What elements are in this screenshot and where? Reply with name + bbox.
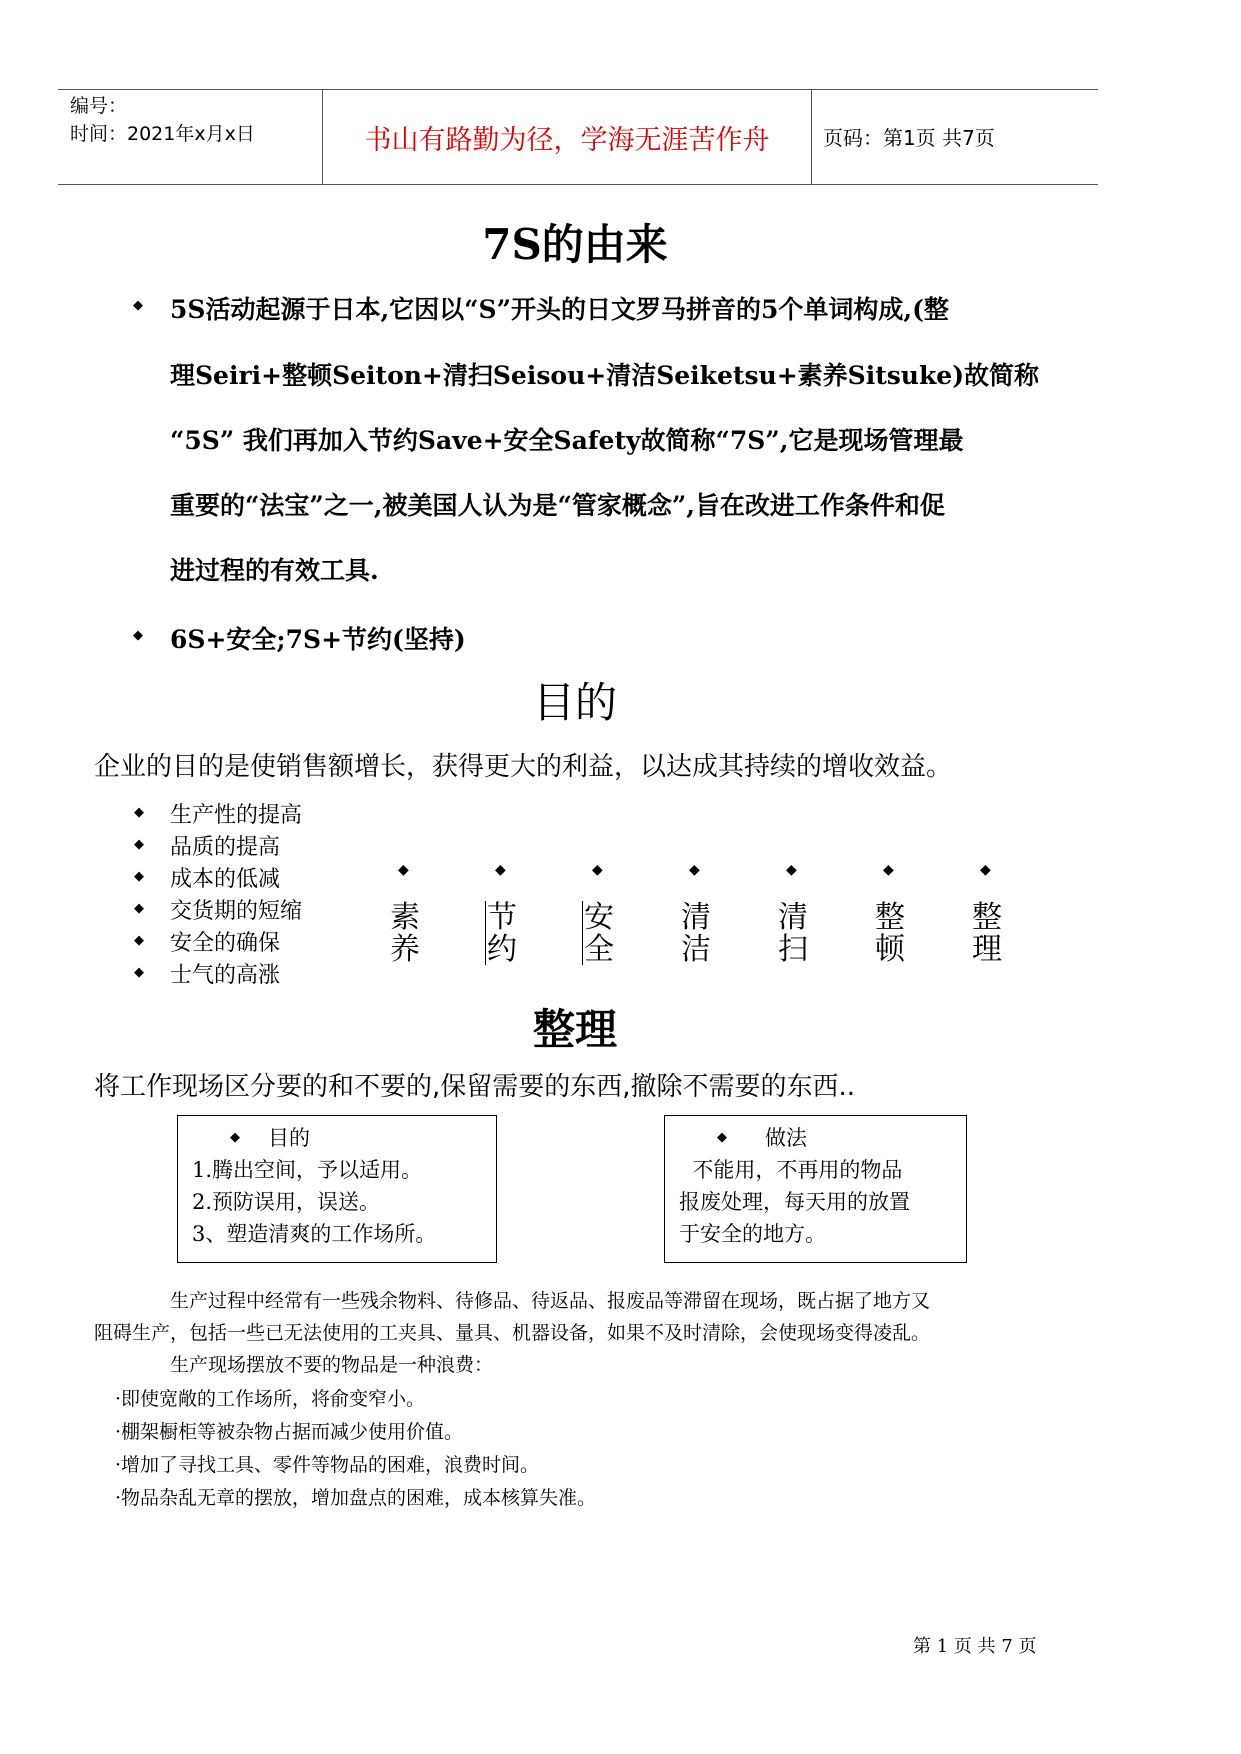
seiri-definition: 将工作现场区分要的和不要的,保留需要的东西,撤除不需要的东西..: [94, 1072, 856, 1102]
origin-line-4: 重要的“法宝”之一,被美国人认为是“管家概念”,旨在改进工作条件和促: [170, 491, 945, 520]
section-title-7s-origin: 7S的由来: [482, 220, 668, 269]
page-header: [58, 89, 1098, 185]
s-divider: [485, 901, 486, 965]
s-item-top: 素: [390, 900, 420, 935]
waste-item: ·棚架橱柜等被杂物占据而减少使用价值。: [115, 1421, 464, 1443]
waste-item: ·即使宽敞的工作场所，将俞变窄小。: [115, 1388, 426, 1410]
page-footer: 第 1 页 共 7 页: [913, 1636, 1037, 1657]
section-title-seiri: 整理: [532, 1005, 617, 1054]
bullet-diamond-icon: ◆: [134, 869, 144, 884]
header-motto: 书山有路勤为径，学海无涯苦作舟: [364, 125, 770, 156]
header-left-cell: [58, 90, 322, 184]
body-line: 生产现场摆放不要的物品是一种浪费：: [170, 1354, 494, 1376]
s-divider: [582, 901, 583, 965]
purpose-intro: 企业的目的是使销售额增长，获得更大的利益，以达成其持续的增收效益。: [94, 752, 953, 782]
header-motto-cell: [322, 90, 812, 184]
purpose-box-line: 3、塑造清爽的工作场所。: [192, 1222, 437, 1246]
s-item-jieyue: [487, 902, 517, 966]
waste-item: ·增加了寻找工具、零件等物品的困难，浪费时间。: [115, 1454, 540, 1476]
s-diamond-icon: ◆: [592, 862, 603, 878]
method-box: [664, 1115, 967, 1263]
bullet-diamond-icon: ◆: [134, 837, 144, 852]
bullet-diamond-icon: ◆: [134, 965, 144, 980]
section-title-purpose: 目的: [532, 678, 617, 727]
s-item-bottom: 扫: [778, 932, 808, 967]
s-diamond-icon: ◆: [883, 862, 894, 878]
s-diamond-icon: ◆: [786, 862, 797, 878]
origin-line-3: “5S” 我们再加入节约Save+安全Safety故简称“7S”,它是现场管理最: [170, 426, 964, 455]
origin-line-1: 5S活动起源于日本,它因以“S”开头的日文罗马拼音的5个单词构成,(整: [170, 295, 949, 324]
s-item-bottom: 养: [390, 932, 420, 967]
body-line: 生产过程中经常有一些残余物料、待修品、待返品、报废品等滞留在现场，既占据了地方又: [170, 1290, 931, 1312]
s-item-top: 节: [487, 900, 517, 935]
origin-bullet-2: 6S+安全;7S+节约(坚持): [170, 625, 466, 654]
method-box-heading: 做法: [765, 1126, 807, 1150]
doc-time-label: 时间：2021年x月x日: [70, 123, 255, 145]
purpose-box-line: 1.腾出空间，予以适用。: [192, 1158, 423, 1182]
method-box-line: 于安全的地方。: [679, 1222, 826, 1246]
goal-item: 品质的提高: [170, 835, 281, 860]
s-item-qingjie: [681, 902, 711, 966]
doc-number-label: 编号：: [70, 95, 128, 117]
goal-item: 成本的低减: [170, 867, 281, 892]
s-item-zhengli: [972, 902, 1002, 966]
goal-item: 士气的高涨: [170, 963, 281, 988]
s-item-top: 安: [584, 900, 614, 935]
bullet-diamond-icon: ◆: [717, 1130, 727, 1145]
header-page-label: 页码：第1页 共7页: [823, 126, 995, 150]
origin-line-5: 进过程的有效工具.: [170, 556, 379, 585]
s-item-bottom: 约: [487, 932, 517, 967]
s-diamond-icon: ◆: [689, 862, 700, 878]
bullet-diamond-icon: ◆: [230, 1130, 240, 1145]
bullet-diamond-icon: ◆: [133, 628, 143, 643]
s-item-bottom: 理: [972, 932, 1002, 967]
s-diamond-icon: ◆: [980, 862, 991, 878]
purpose-box-heading: 目的: [268, 1126, 310, 1150]
waste-item: ·物品杂乱无章的摆放，增加盘点的困难，成本核算失准。: [115, 1487, 597, 1509]
s-item-top: 整: [972, 900, 1002, 935]
body-line: 阻碍生产，包括一些已无法使用的工夹具、量具、机器设备，如果不及时清除，会使现场变得凌乱。: [94, 1322, 931, 1344]
goal-item: 生产性的提高: [170, 803, 303, 828]
s-item-zhengdun: [875, 902, 905, 966]
header-page-cell: [811, 90, 1098, 184]
s-item-top: 清: [681, 900, 711, 935]
bullet-diamond-icon: ◆: [134, 933, 144, 948]
bullet-diamond-icon: ◆: [133, 298, 143, 313]
s-item-qingsao: [778, 902, 808, 966]
s-diamond-icon: ◆: [495, 862, 506, 878]
purpose-box-line: 2.预防误用，误送。: [192, 1190, 381, 1214]
s-item-bottom: 顿: [875, 932, 905, 967]
s-item-bottom: 洁: [681, 932, 711, 967]
goal-item: 安全的确保: [170, 931, 281, 956]
bullet-diamond-icon: ◆: [134, 901, 144, 916]
goal-item: 交货期的短缩: [170, 899, 303, 924]
purpose-box: [177, 1115, 497, 1263]
method-box-line: 报废处理，每天用的放置: [679, 1190, 910, 1214]
s-item-bottom: 全: [584, 932, 614, 967]
s-item-suyang: [390, 902, 420, 966]
origin-line-2: 理Seiri+整顿Seiton+清扫Seisou+清洁Seiketsu+素养Sitsuke)故简称: [170, 361, 1040, 390]
method-box-line: 不能用，不再用的物品: [679, 1158, 903, 1182]
s-item-anquan: [584, 902, 614, 966]
bullet-diamond-icon: ◆: [134, 805, 144, 820]
s-item-top: 清: [778, 900, 808, 935]
s-item-top: 整: [875, 900, 905, 935]
s-diamond-icon: ◆: [398, 862, 409, 878]
